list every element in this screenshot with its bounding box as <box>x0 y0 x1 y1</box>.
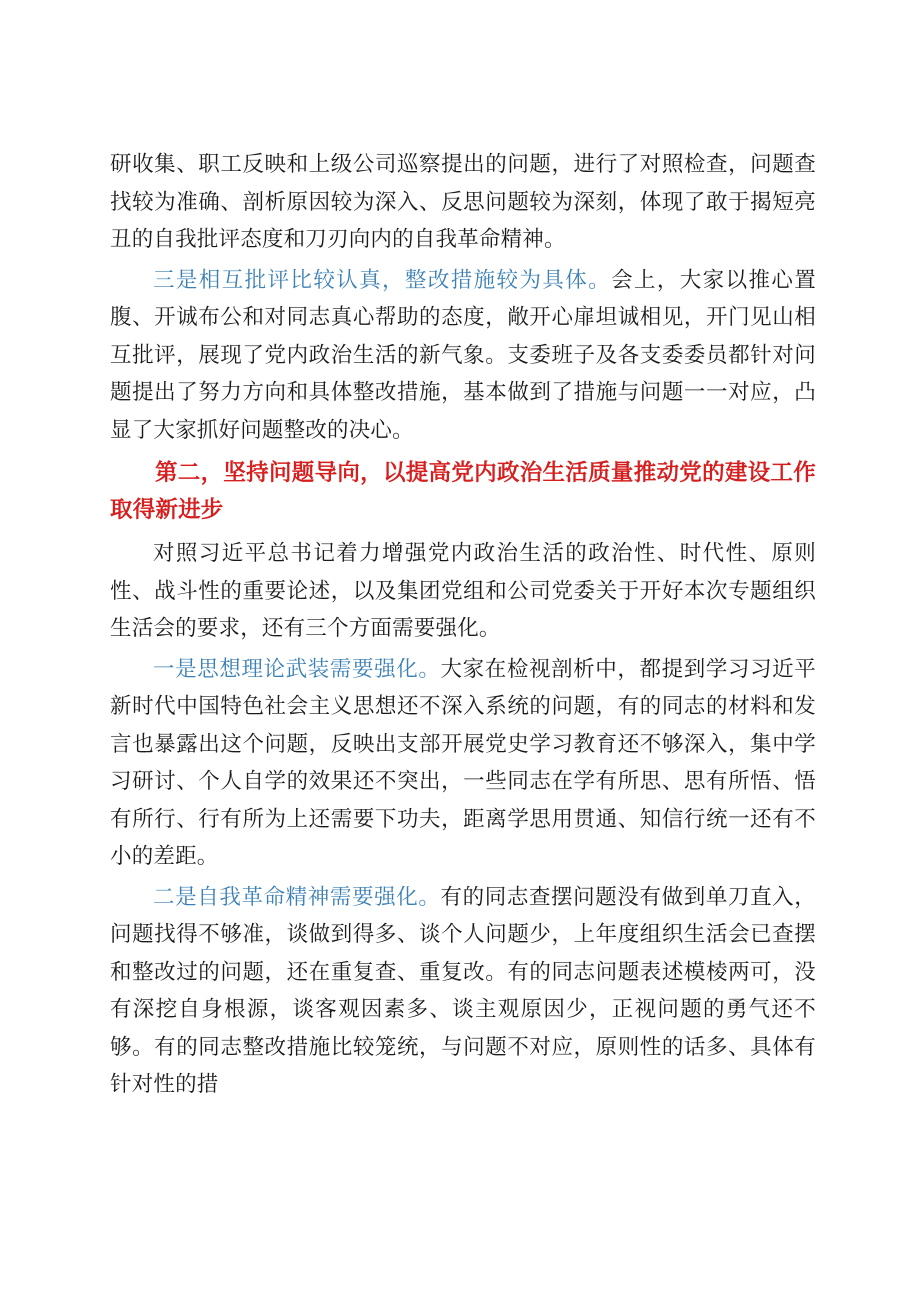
paragraph-continuation <box>110 146 816 259</box>
paragraph-mutual-criticism <box>110 262 816 450</box>
paragraph-lead-phrase: 一是思想理论武装需要强化。 <box>153 656 441 682</box>
paragraph-text: 有的同志查摆问题没有做到单刀直入，问题找得不够准，谈做到得多、谈个人问题少，上年度组织生活会已查摆和整改过的问题，还在重复查、重复改。有的同志问题表述模棱两可，没有深挖自身根源，谈客观因素多、谈主观原因少，正视问题的勇气还不够。有的同志整改措施比较笼统，与问题不对应，原则性的话多、具体有针对性的措 <box>110 884 816 1097</box>
paragraph-section-intro <box>110 535 816 648</box>
paragraph-text: 对照习近平总书记着力增强党内政治生活的政治性、时代性、原则性、战斗性的重要论述，以及集团党组和公司党委关于开好本次专题组织生活会的要求，还有三个方面需要强化。 <box>110 541 816 641</box>
paragraph-text: 研收集、职工反映和上级公司巡察提出的问题，进行了对照检查，问题查找较为准确、剖析原因较为深入、反思问题较为深刻，体现了敢于揭短亮丑的自我批评态度和刀刃向内的自我革命精神。 <box>110 152 816 252</box>
paragraph-lead-phrase: 三是相互批评比较认真，整改措施较为具体。 <box>153 267 612 293</box>
paragraph-lead-phrase: 二是自我革命精神需要强化。 <box>153 884 441 910</box>
paragraph-text: 会上，大家以推心置腹、开诚布公和对同志真心帮助的态度，敞开心扉坦诚相见，开门见山相互批评，展现了党内政治生活的新气象。支委班子及各支委委员都针对问题提出了努力方向和具体整改措施，基本做到了措施与问题一一对应，凸显了大家抓好问题整改的决心。 <box>110 267 816 443</box>
document-body <box>110 146 816 1107</box>
paragraph-self-revolution <box>110 879 816 1104</box>
paragraph-text: 大家在检视剖析中，都提到学习习近平新时代中国特色社会主义思想还不深入系统的问题，有的同志的材料和发言也暴露出这个问题，反映出支部开展党史学习教育还不够深入，集中学习研讨、个人自学的效果还不突出，一些同志在学有所思、思有所悟、悟有所行、行有所为上还需要下功夫，距离学思用贯通、知信行统一还有不小的差距。 <box>110 656 816 869</box>
paragraph-theory-study <box>110 651 816 876</box>
section-heading: 第二，坚持问题导向，以提高党内政治生活质量推动党的建设工作取得新进步 <box>110 460 816 523</box>
